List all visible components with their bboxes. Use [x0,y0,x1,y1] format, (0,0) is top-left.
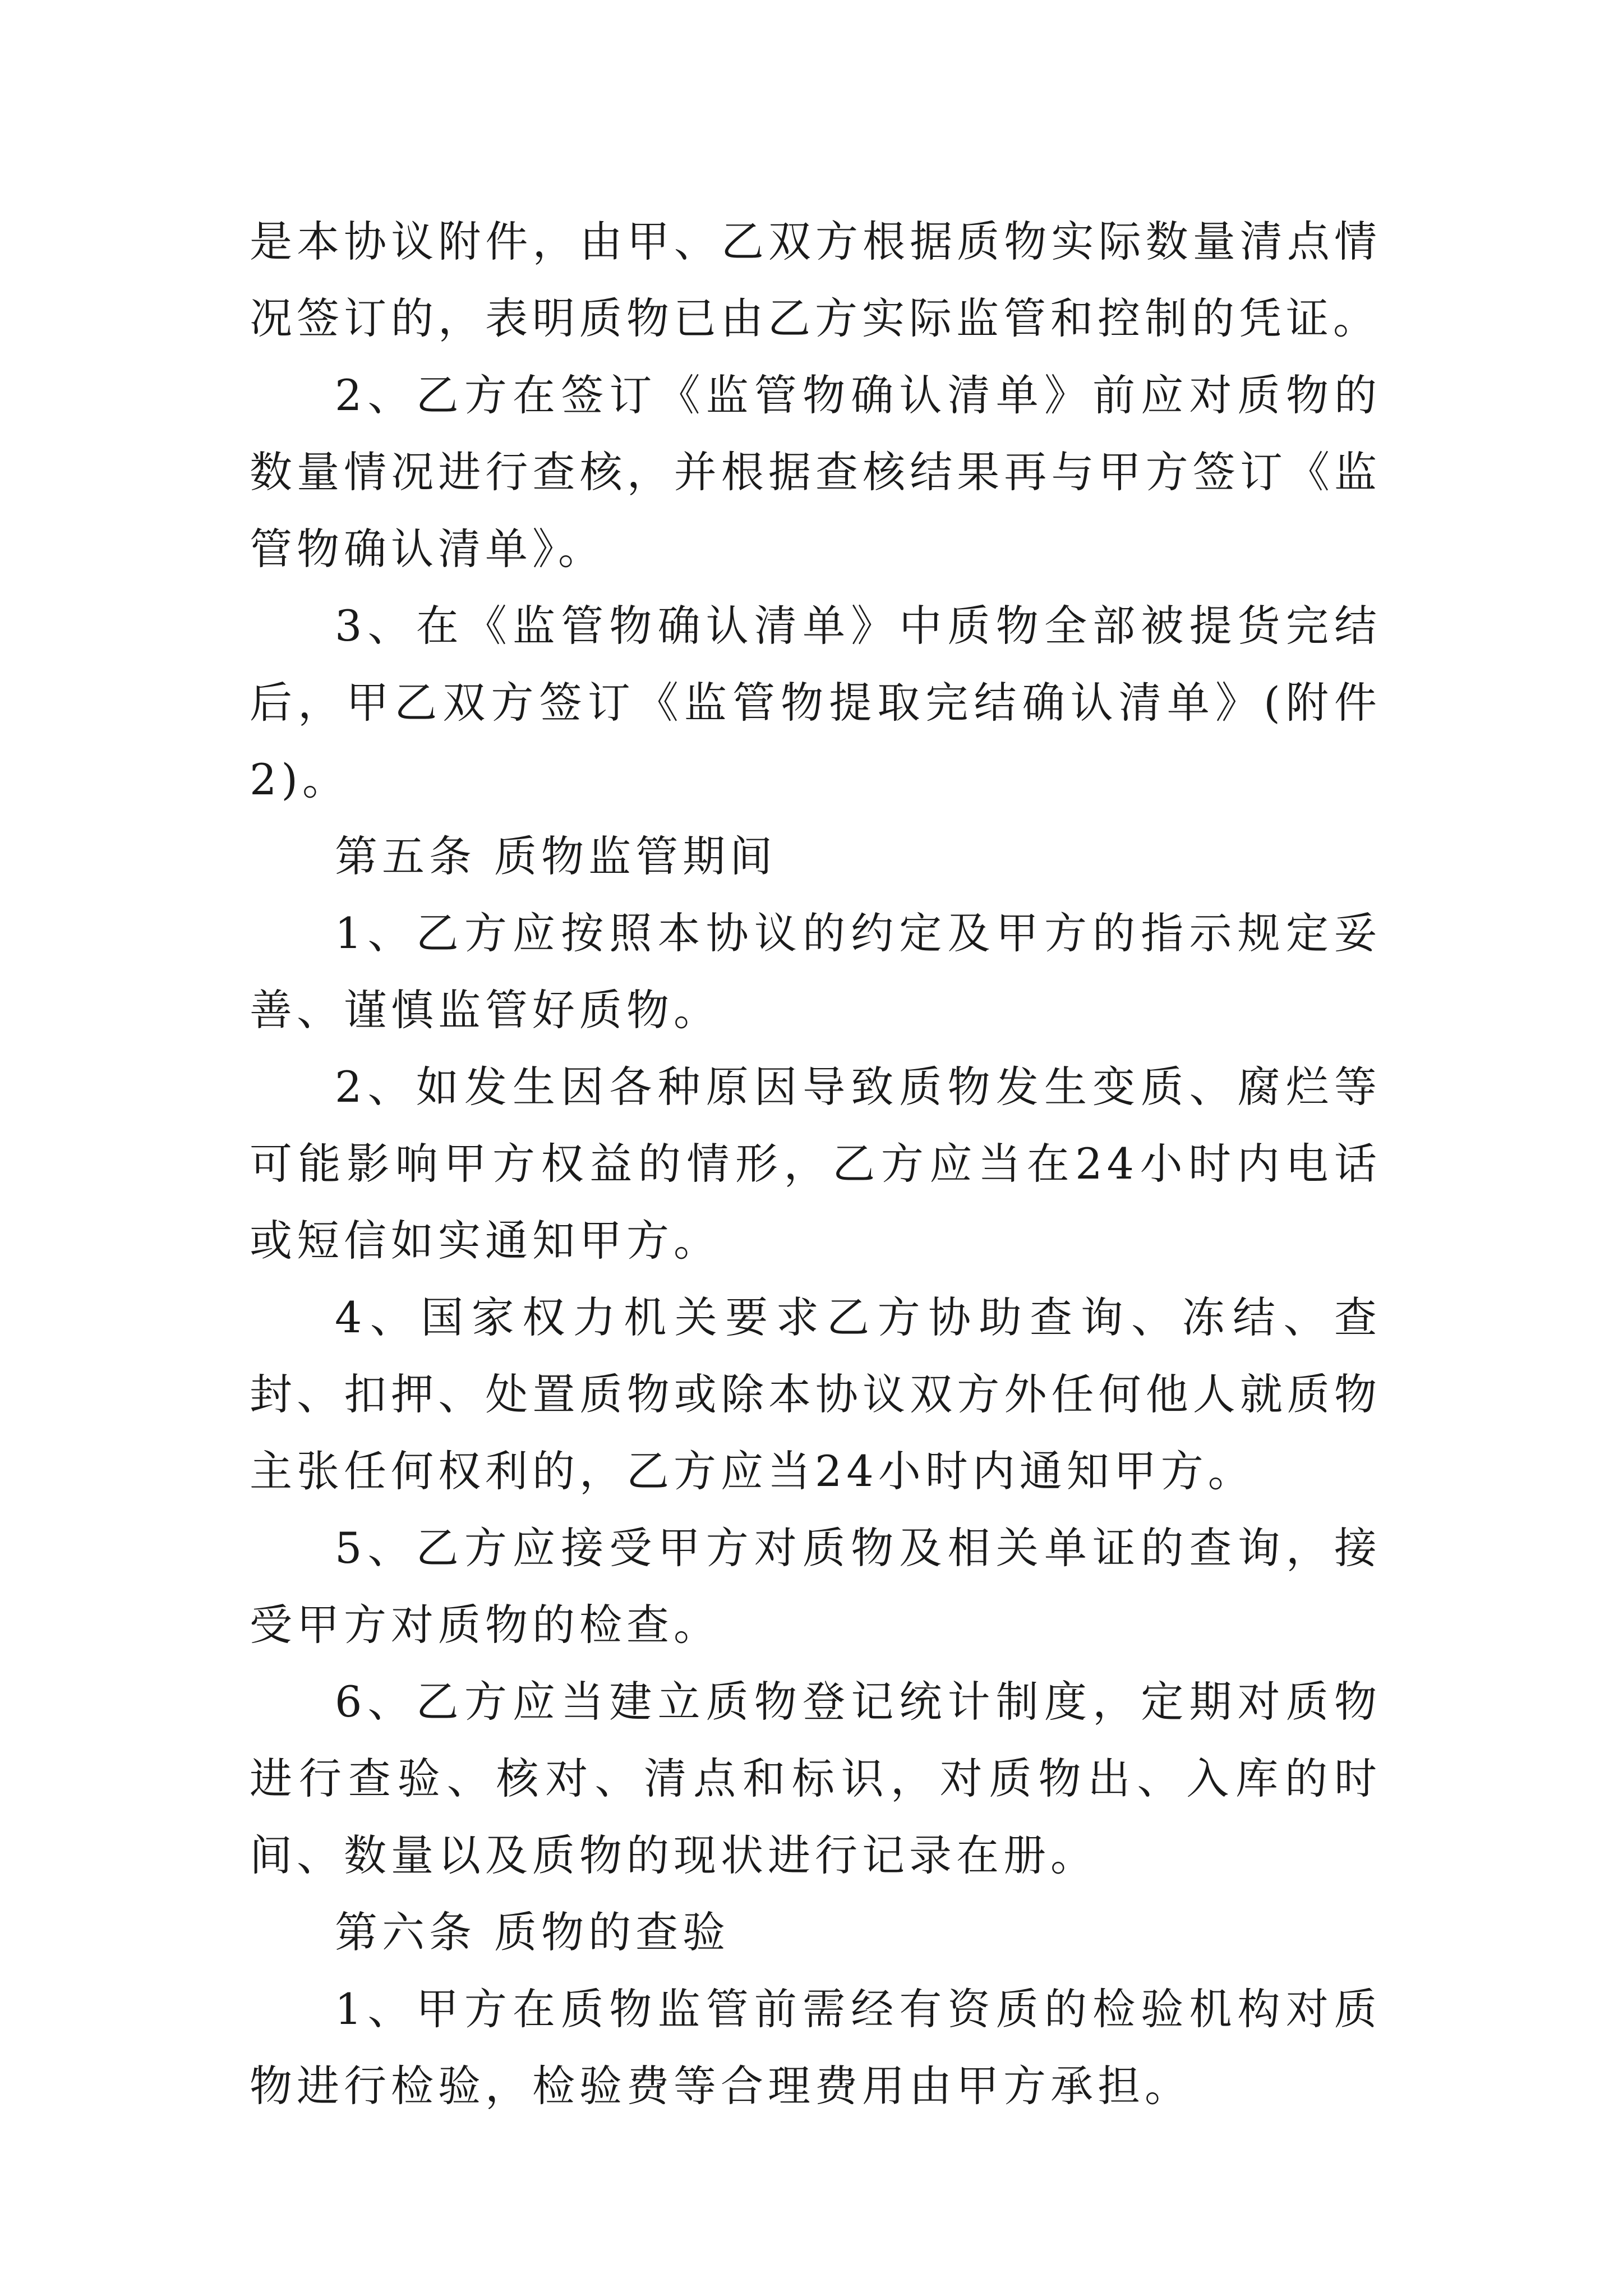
document-body [250,203,1381,2124]
paragraph-article-5-item-6: 6、乙方应当建立质物登记统计制度，定期对质物进行查验、核对、清点和标识，对质物出、入库的时间、数量以及质物的现状进行记录在册。 [250,1677,1381,1880]
section-heading-article-6: 第六条 质物的查验 [335,1907,730,1957]
paragraph-article-5-item-2: 2、如发生因各种原因导致质物发生变质、腐烂等可能影响甲方权益的情形，乙方应当在24小时内电话或短信如实通知甲方。 [250,1062,1381,1266]
paragraph-continuation: 是本协议附件，由甲、乙双方根据质物实际数量清点情况签订的，表明质物已由乙方实际监管和控制的凭证。 [250,217,1381,343]
section-heading-article-5: 第五条 质物监管期间 [335,831,777,881]
paragraph-article-5-item-4: 4、国家权力机关要求乙方协助查询、冻结、查封、扣押、处置质物或除本协议双方外任何他人就质物主张任何权利的，乙方应当24小时内通知甲方。 [250,1292,1381,1496]
paragraph-article-5-item-1: 1、乙方应按照本协议的约定及甲方的指示规定妥善、谨慎监管好质物。 [250,908,1381,1035]
paragraph-article-5-item-5: 5、乙方应接受甲方对质物及相关单证的查询，接受甲方对质物的检查。 [250,1523,1381,1650]
paragraph-article-6-item-1: 1、甲方在质物监管前需经有资质的检验机构对质物进行检验，检验费等合理费用由甲方承担。 [250,1984,1381,2111]
paragraph-item-2: 2、乙方在签订《监管物确认清单》前应对质物的数量情况进行查核，并根据查核结果再与甲方签订《监管物确认清单》。 [250,370,1381,574]
paragraph-item-3: 3、在《监管物确认清单》中质物全部被提货完结后，甲乙双方签订《监管物提取完结确认清单》(附件2)。 [250,601,1381,804]
